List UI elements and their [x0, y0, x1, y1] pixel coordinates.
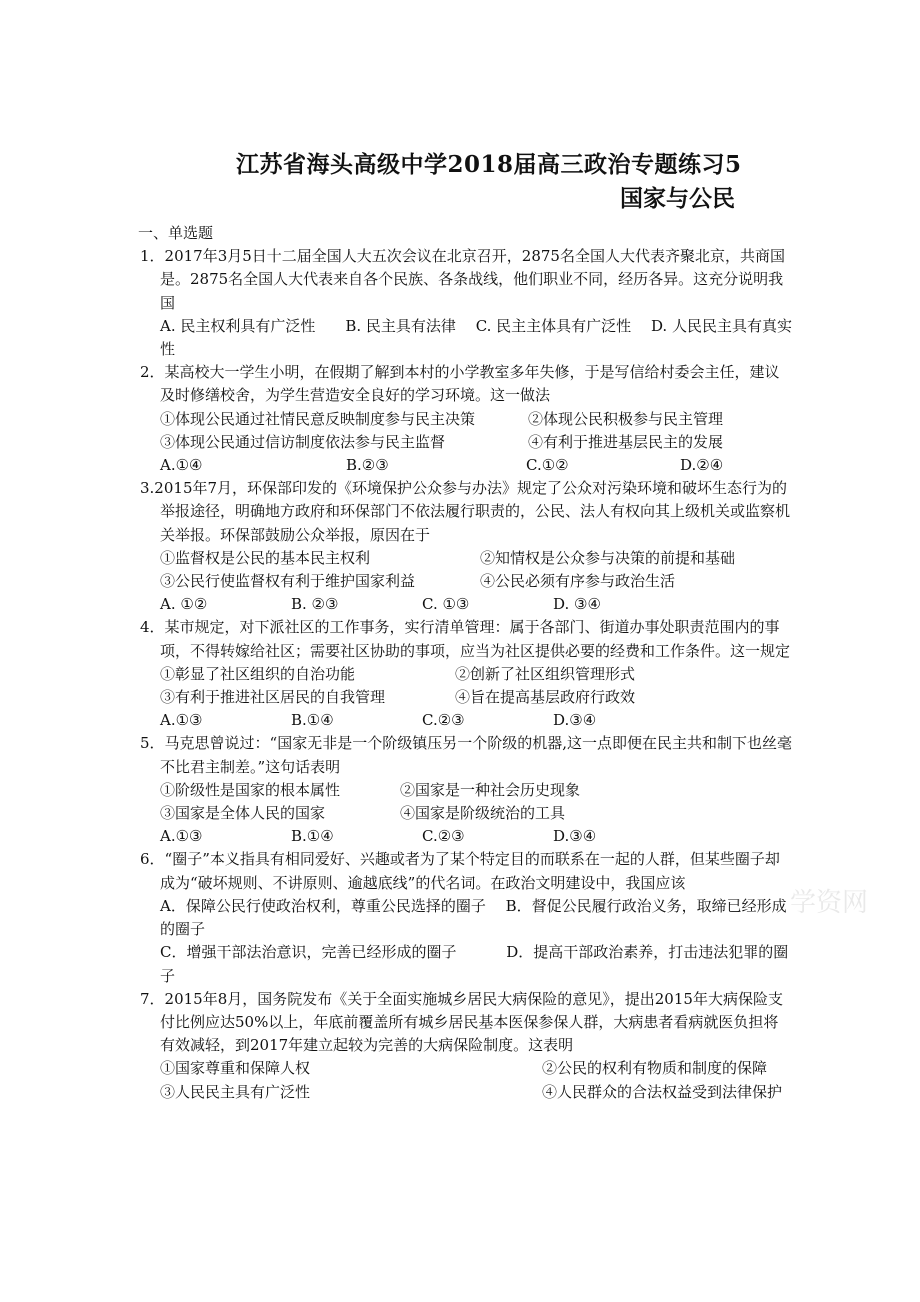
option-row — [140, 593, 792, 616]
statement-2: ②国家是一种社会历史现象 — [400, 780, 581, 799]
statement-1: ①彰显了社区组织的自治功能 — [160, 664, 356, 683]
statement-row — [140, 663, 792, 686]
question-stem: 6．“圈子”本义指具有相同爱好、兴趣或者为了某个特定目的而联系在一起的人群，但某些圈子却成为“破坏规则、不讲原则、逾越底线”的代名词。在政治文明建设中，我国应该 — [140, 850, 780, 892]
statement-row — [140, 1081, 792, 1104]
option-c: C.①② — [526, 456, 569, 475]
statement-3: ③公民行使监督权有利于维护国家利益 — [160, 572, 416, 591]
option-b: B.①④ — [291, 827, 334, 846]
option-d: D. ③④ — [553, 595, 601, 614]
watermark: 学资网 — [790, 888, 869, 918]
question-6 — [140, 848, 792, 987]
section-heading: 一、单选题 — [138, 224, 214, 242]
document-title: 江苏省海头高级中学2018届高三政治专题练习5 — [236, 151, 742, 178]
statement-4: ④公民必须有序参与政治生活 — [480, 572, 676, 591]
option-d: D.③④ — [553, 711, 597, 730]
statement-row — [140, 431, 792, 454]
option-row — [140, 825, 792, 848]
options-cd: C．增强干部法治意识，完善已经形成的圈子 D．提高干部政治素养，打击违法犯罪的圈子 — [160, 943, 789, 985]
option-row — [140, 709, 792, 732]
options: A. 民主权利具有广泛性 B. 民主具有法律 C. 民主主体具有广泛性 D. 人民民主具有真实性 — [160, 316, 792, 359]
statement-3: ③国家是全体人民的国家 — [160, 804, 326, 823]
statement-2: ②创新了社区组织管理形式 — [455, 664, 636, 683]
option-a: A.①③ — [160, 711, 203, 730]
question-1 — [140, 245, 792, 361]
option-c: C.②③ — [422, 711, 465, 730]
options-ab: A．保障公民行使政治权利，尊重公民选择的圈子 B．督促公民履行政治义务，取缔已经形成的圈子 — [160, 896, 787, 939]
statement-1: ①国家尊重和保障人权 — [160, 1059, 311, 1078]
statement-3: ③人民民主具有广泛性 — [160, 1082, 311, 1101]
statement-1: ①体现公民通过社情民意反映制度参与民主决策 — [160, 409, 476, 428]
statement-3: ③体现公民通过信访制度依法参与民主监督 — [160, 432, 446, 451]
option-row — [140, 454, 792, 477]
statement-row — [140, 547, 792, 570]
question-stem: 4．某市规定，对下派社区的工作事务，实行清单管理：属于各部门、街道办事处职责范围内的事项，不得转嫁给社区；需要社区协助的事项，应当为社区提供必要的经费和工作条件。这一规定 — [140, 618, 791, 660]
option-d: D.③④ — [553, 827, 597, 846]
statement-4: ④国家是阶级统治的工具 — [400, 804, 566, 823]
question-stem: 7．2015年8月，国务院发布《关于全面实施城乡居民大病保险的意见》，提出2015年大病保险支付比例应达50%以上，年底前覆盖所有城乡居民基本医保参保人群，大病患者看病就医负担将有效减轻，到2017年建立起较为完善的大病保险制度。这表明 — [140, 989, 783, 1055]
option-a: A. ①② — [160, 595, 208, 614]
question-stem: 3.2015年7月，环保部印发的《环境保护公众参与办法》规定了公众对污染环境和破坏生态行为的举报途径，明确地方政府和环保部门不依法履行职责的，公民、法人有权向其上级机关或监察机关举报。环保部鼓励公众举报，原因在于 — [140, 479, 791, 544]
option-b: B. ②③ — [291, 595, 339, 614]
option-c: C.②③ — [422, 827, 465, 846]
statement-1: ①监督权是公民的基本民主权利 — [160, 548, 371, 567]
question-5 — [140, 732, 792, 848]
statement-row — [140, 408, 792, 431]
option-a: A.①④ — [160, 456, 203, 475]
question-stem: 5．马克思曾说过：“国家无非是一个阶级镇压另一个阶级的机器,这一点即便在民主共和制下也丝毫不比君主制差。”这句话表明 — [140, 734, 792, 776]
option-a: A.①③ — [160, 827, 203, 846]
statement-row — [140, 686, 792, 709]
statement-1: ①阶级性是国家的根本属性 — [160, 780, 341, 799]
statement-4: ④旨在提高基层政府行政效 — [455, 688, 636, 707]
statement-row — [140, 802, 792, 825]
question-2 — [140, 361, 792, 477]
statement-4: ④人民群众的合法权益受到法律保护 — [542, 1082, 783, 1101]
statement-4: ④有利于推进基层民主的发展 — [528, 432, 724, 451]
question-3 — [140, 477, 792, 616]
option-b: B.②③ — [346, 456, 389, 475]
question-stem: 2．某高校大一学生小明，在假期了解到本村的小学教室多年失修，于是写信给村委会主任，建议及时修缮校舍，为学生营造安全良好的学习环境。这一做法 — [140, 363, 780, 405]
question-stem: 1．2017年3月5日十二届全国人大五次会议在北京召开，2875名全国人大代表齐聚北京，共商国是。2875名全国人大代表来自各个民族、各条战线，他们职业不同，经历各异。这充分说明我国 — [140, 247, 785, 312]
option-d: D.②④ — [680, 456, 724, 475]
option-b: B.①④ — [291, 711, 334, 730]
statement-3: ③有利于推进社区居民的自我管理 — [160, 688, 386, 707]
statement-row — [140, 570, 792, 593]
statement-2: ②体现公民积极参与民主管理 — [528, 409, 724, 428]
statement-row — [140, 779, 792, 802]
question-4 — [140, 616, 792, 732]
statement-row — [140, 1057, 792, 1080]
statement-2: ②知情权是公众参与决策的前提和基础 — [480, 548, 736, 567]
question-7 — [140, 988, 792, 1104]
statement-2: ②公民的权利有物质和制度的保障 — [542, 1059, 768, 1078]
option-c: C. ①③ — [422, 595, 470, 614]
document-subtitle: 国家与公民 — [620, 185, 735, 212]
question-list — [140, 222, 792, 1104]
